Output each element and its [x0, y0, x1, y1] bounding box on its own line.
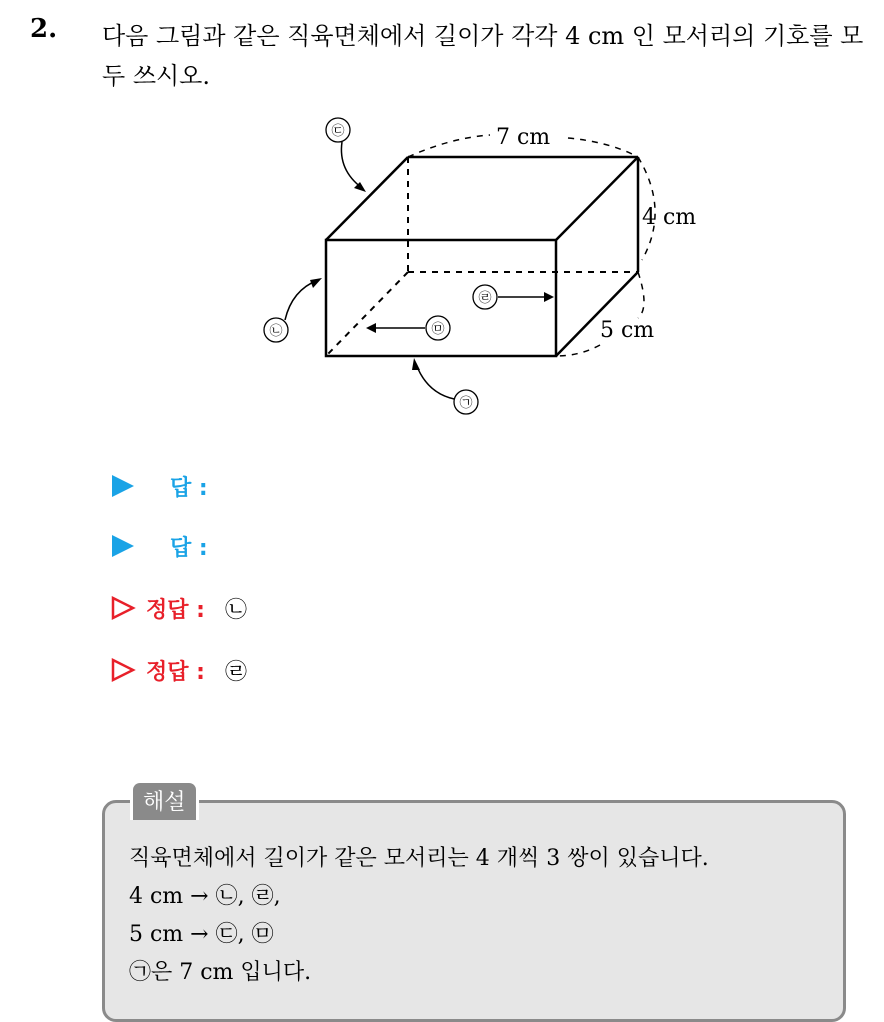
- correct-answer-label: 정답 :: [146, 659, 205, 685]
- answer-label: 답 :: [170, 535, 208, 561]
- play-triangle-icon: [110, 533, 136, 559]
- question-text: 다음 그림과 같은 직육면체에서 길이가 각각 4 cm 인 모서리의 기호를 모두 쓰시오.: [102, 22, 864, 90]
- explanation-line: 4 cm → ㉡, ㉣,: [129, 884, 281, 909]
- dim-height: 4 cm: [642, 205, 697, 230]
- cuboid-diagram: [250, 100, 720, 430]
- edge-label-c: ㉢: [331, 124, 345, 139]
- edge-label-a: ㉠: [459, 396, 473, 411]
- explanation-line: 5 cm → ㉢, ㉤: [129, 922, 274, 947]
- correct-answer-value: ㉡: [224, 597, 247, 623]
- dim-length: 7 cm: [496, 125, 551, 150]
- explanation-title: 해설: [130, 780, 199, 820]
- answer-row: [110, 526, 228, 566]
- correct-answer-value: ㉣: [224, 659, 247, 685]
- correct-answer-row: [110, 650, 247, 690]
- explanation-box: [102, 800, 846, 1022]
- edge-label-d: ㉣: [478, 291, 492, 306]
- play-triangle-icon: [110, 473, 136, 499]
- edge-label-b: ㉡: [269, 324, 283, 339]
- answer-label: 답 :: [170, 475, 208, 501]
- cuboid-figure: [250, 100, 720, 430]
- question-number: 2.: [30, 14, 58, 44]
- explanation-line: 직육면체에서 길이가 같은 모서리는 4 개씩 3 쌍이 있습니다.: [129, 846, 709, 871]
- correct-answer-row: [110, 588, 247, 628]
- answer-row: [110, 466, 228, 506]
- explanation-line: ㉠은 7 cm 입니다.: [129, 960, 312, 985]
- outline-triangle-icon: [110, 595, 136, 621]
- dim-depth: 5 cm: [600, 318, 655, 343]
- outline-triangle-icon: [110, 657, 136, 683]
- correct-answer-label: 정답 :: [146, 597, 205, 623]
- edge-label-e: ㉤: [431, 322, 445, 337]
